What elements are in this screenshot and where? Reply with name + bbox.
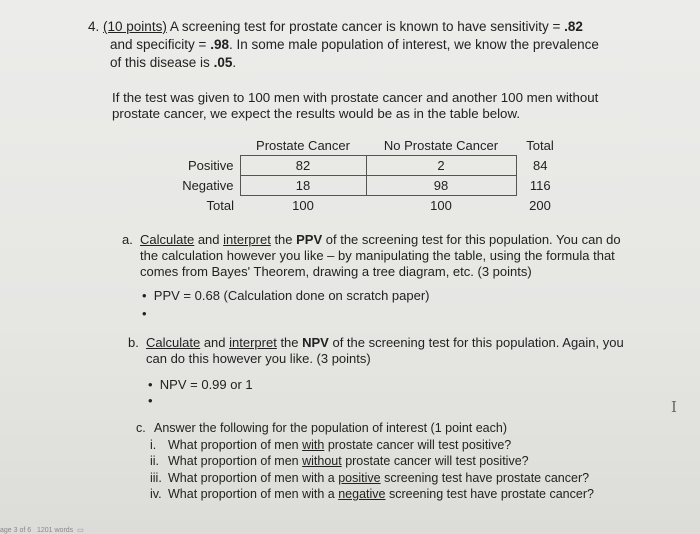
table-cell: 84 <box>533 158 548 173</box>
status-bar <box>0 526 84 534</box>
part-a <box>122 232 621 322</box>
table-cell: 116 <box>529 178 551 193</box>
item-numeral: ii. <box>150 454 160 468</box>
intro-line: If the test was given to 100 men with prostate cancer and another 100 men without <box>112 90 599 105</box>
question-text: of this disease is <box>110 55 214 70</box>
empty-bullet-item[interactable] <box>122 306 621 322</box>
npv-term: NPV <box>302 335 329 350</box>
question-header <box>88 18 599 72</box>
row-label: Positive <box>187 158 234 173</box>
part-a-line-3: comes from Bayes' Theorem, drawing a tree diagram, etc. (3 points) <box>140 264 532 279</box>
text-cursor-icon: I <box>671 398 677 416</box>
text: and <box>200 335 230 350</box>
table-header-row <box>178 136 564 156</box>
table-header: Prostate Cancer <box>256 138 350 153</box>
bullet-icon: • <box>142 306 147 321</box>
part-b <box>128 335 624 409</box>
part-a-line-2: the calculation however you like – by manipulating the table, using the formula that <box>140 248 615 263</box>
bullet-icon: • <box>142 288 147 303</box>
question-line-2 <box>88 36 599 54</box>
part-c-item <box>136 486 594 503</box>
specificity-value: .98 <box>210 37 229 52</box>
question-text: A screening test for prostate cancer is known to have sensitivity = <box>166 19 565 34</box>
table-row <box>178 176 564 196</box>
item-numeral: iv. <box>150 487 162 501</box>
table-header <box>178 136 240 156</box>
page-count[interactable]: age 3 of 6 <box>0 527 32 534</box>
text: screening test have prostate cancer? <box>380 470 590 485</box>
underlined-word: negative <box>338 487 386 501</box>
table-cell: 98 <box>366 176 516 196</box>
table-cell: 100 <box>430 198 452 213</box>
question-number: 4. <box>88 19 100 34</box>
text: What proportion of men <box>168 454 303 468</box>
row-label: Negative <box>182 178 234 193</box>
part-a-line-1 <box>122 232 621 248</box>
text: of the screening test for this population. You can do <box>322 232 621 247</box>
text: the <box>270 232 297 247</box>
part-c-item <box>136 453 594 470</box>
part-c-item <box>136 470 594 487</box>
underlined-word: positive <box>338 470 381 485</box>
calculate-word: Calculate <box>140 232 195 247</box>
bullet-icon: • <box>148 377 153 392</box>
calculate-word: Calculate <box>146 335 201 350</box>
table-cell: 2 <box>366 156 516 176</box>
table-cell: 82 <box>240 156 366 176</box>
table-cell: 200 <box>529 197 551 213</box>
part-label: c. <box>136 421 146 435</box>
interpret-word: interpret <box>229 335 277 350</box>
intro-line: prostate cancer, we expect the results would be as in the table below. <box>112 106 521 121</box>
ppv-answer-item[interactable] <box>122 288 621 304</box>
text: screening test have prostate cancer? <box>385 487 594 501</box>
part-b-line-1 <box>128 335 624 351</box>
text: the <box>276 335 303 350</box>
part-b-line-2: can do this however you like. (3 points) <box>146 351 371 366</box>
question-line-3 <box>88 54 599 72</box>
item-numeral: i. <box>150 437 157 452</box>
part-c-intro-text: Answer the following for the population of interest (1 point each) <box>154 421 507 435</box>
text: What proportion of men with a <box>168 470 339 485</box>
text: of the screening test for this population. Again, you <box>328 335 624 350</box>
npv-answer[interactable]: NPV = 0.99 or 1 <box>159 377 253 392</box>
points-label: (10 points) <box>103 19 167 34</box>
table-header: No Prostate Cancer <box>383 138 499 153</box>
text: What proportion of men with a <box>168 487 339 501</box>
table-header: Total <box>526 138 554 154</box>
item-numeral: iii. <box>150 470 162 485</box>
part-c <box>136 420 594 503</box>
proofing-icon[interactable]: ▭ <box>77 527 84 534</box>
text: prostate cancer will test positive? <box>341 454 529 468</box>
table-row <box>178 156 564 176</box>
part-c-intro <box>136 420 594 437</box>
question-text: and specificity = <box>110 37 211 52</box>
part-c-item <box>136 437 594 454</box>
word-count[interactable]: 1201 words <box>36 527 74 534</box>
ppv-term: PPV <box>296 232 323 247</box>
intro-paragraph <box>112 90 598 122</box>
table-row <box>178 196 564 216</box>
underlined-word: without <box>302 454 342 468</box>
bullet-icon: • <box>148 393 153 408</box>
part-label: a. <box>122 232 133 247</box>
results-table <box>178 136 564 215</box>
part-label: b. <box>128 335 139 350</box>
question-text: . In some male population of interest, we know the prevalence <box>228 37 599 52</box>
sensitivity-value: .82 <box>564 19 583 34</box>
text: and <box>194 232 224 247</box>
table-cell: 18 <box>240 176 366 196</box>
prevalence-value: .05 <box>213 55 233 70</box>
interpret-word: interpret <box>223 232 271 247</box>
npv-answer-item[interactable] <box>128 377 624 393</box>
question-line-1 <box>88 18 599 36</box>
question-text: . <box>232 55 237 70</box>
table-cell: 100 <box>292 198 314 213</box>
row-label: Total <box>206 197 234 213</box>
underlined-word: with <box>302 437 325 452</box>
empty-bullet-item[interactable] <box>128 393 624 409</box>
ppv-answer[interactable]: PPV = 0.68 (Calculation done on scratch paper) <box>153 288 430 303</box>
text: prostate cancer will test positive? <box>324 437 512 452</box>
text: What proportion of men <box>168 437 303 452</box>
